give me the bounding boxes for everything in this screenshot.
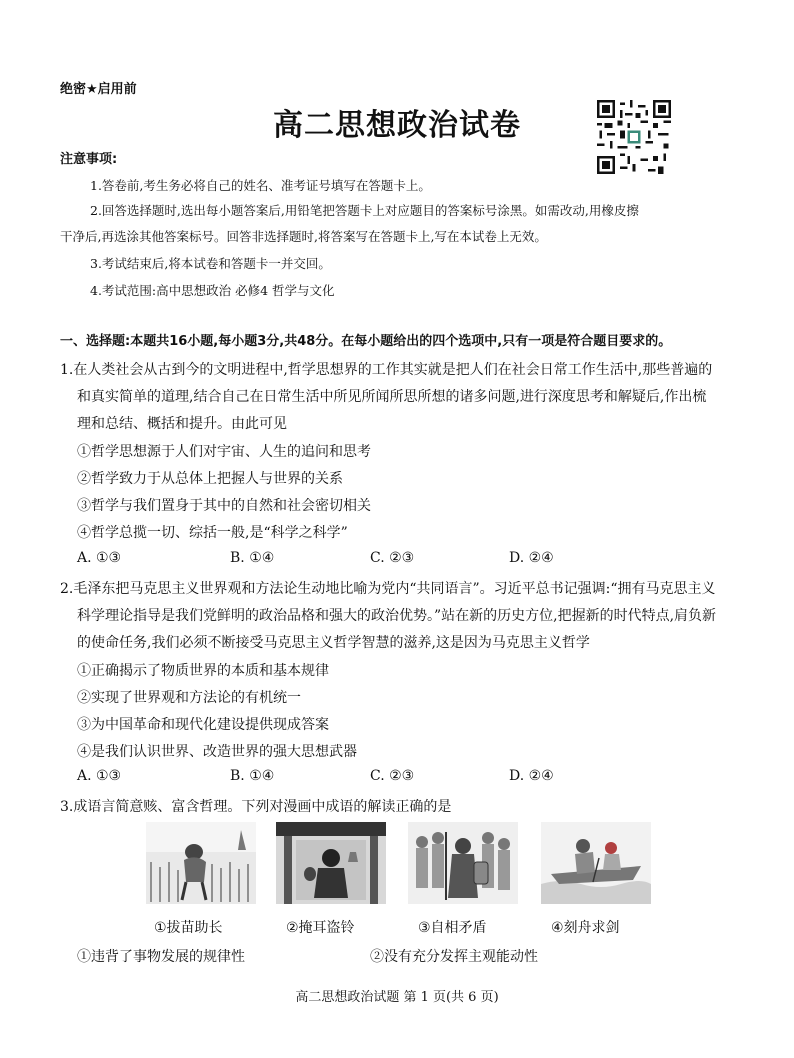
cartoon-seedlings-image bbox=[146, 822, 256, 904]
statement: ①正确揭示了物质世界的本质和基本规律 bbox=[77, 663, 329, 679]
cartoon-caption: ③自相矛盾 bbox=[418, 920, 487, 936]
choice-c: C. ②③ bbox=[370, 768, 415, 784]
page-footer: 高二思想政治试题 第 1 页(共 6 页) bbox=[295, 990, 499, 1005]
statement: ②没有充分发挥主观能动性 bbox=[370, 949, 538, 965]
statement: ①哲学思想源于人们对宇宙、人生的追问和思考 bbox=[77, 444, 371, 460]
statement: ②哲学致力于从总体上把握人与世界的关系 bbox=[77, 471, 343, 487]
statement: ③为中国革命和现代化建设提供现成答案 bbox=[77, 717, 329, 733]
cartoon-contradiction-image bbox=[408, 822, 518, 904]
choice-a: A. ①③ bbox=[77, 768, 122, 784]
choice-b: B. ①④ bbox=[230, 768, 275, 784]
notice-item: 1.答卷前,考生务必将自己的姓名、准考证号填写在答题卡上。 bbox=[90, 178, 431, 193]
statement: ③哲学与我们置身于其中的自然和社会密切相关 bbox=[77, 498, 371, 514]
section-heading: 一、选择题:本题共16小题,每小题3分,共48分。在每小题给出的四个选项中,只有一项是符合题目要求的。 bbox=[60, 334, 672, 349]
question-1-stem: 1.在人类社会从古到今的文明进程中,哲学思想界的工作其实就是把人们在社会日常工作生活中,那些普遍的 bbox=[60, 362, 713, 378]
cartoon-bell-image bbox=[276, 822, 386, 904]
exam-title: 高二思想政治试卷 bbox=[273, 108, 521, 143]
confidential-mark: 绝密★启用前 bbox=[60, 82, 137, 97]
statement: ④哲学总揽一切、综括一般,是“科学之科学” bbox=[77, 525, 348, 541]
notice-item-cont: 干净后,再选涂其他答案标号。回答非选择题时,将答案写在答题卡上,写在本试卷上无效。 bbox=[60, 229, 547, 244]
cartoon-caption: ①拔苗助长 bbox=[154, 920, 223, 936]
question-2-stem-cont: 科学理论指导是我们党鲜明的政治品格和强大的政治优势。”站在新的历史方位,把握新的时代特点,肩负新 bbox=[77, 608, 717, 624]
choice-d: D. ②④ bbox=[509, 768, 554, 784]
cartoon-caption: ④刻舟求剑 bbox=[551, 920, 620, 936]
choice-a: A. ①③ bbox=[77, 550, 122, 566]
statement: ②实现了世界观和方法论的有机统一 bbox=[77, 690, 301, 706]
choice-d: D. ②④ bbox=[509, 550, 554, 566]
notice-heading: 注意事项: bbox=[60, 152, 118, 167]
notice-item: 2.回答选择题时,选出每小题答案后,用铅笔把答题卡上对应题目的答案标号涂黑。如需改动,用橡皮擦 bbox=[90, 203, 639, 218]
question-1-stem-cont: 理和总结、概括和提升。由此可见 bbox=[77, 416, 287, 432]
question-1-stem-cont: 和真实简单的道理,结合自己在日常生活中所见所闻所思所想的诸多问题,进行深度思考和解疑后,作出梳 bbox=[77, 389, 707, 405]
notice-item: 3.考试结束后,将本试卷和答题卡一并交回。 bbox=[90, 256, 331, 271]
choice-b: B. ①④ bbox=[230, 550, 275, 566]
question-3-stem: 3.成语言简意赅、富含哲理。下列对漫画中成语的解读正确的是 bbox=[60, 799, 452, 815]
question-2-stem: 2.毛泽东把马克思主义世界观和方法论生动地比喻为党内“共同语言”。习近平总书记强调:“拥有马克思主义 bbox=[60, 581, 716, 597]
notice-item: 4.考试范围:高中思想政治 必修4 哲学与文化 bbox=[90, 283, 335, 298]
qr-code-icon bbox=[597, 100, 671, 174]
cartoon-boat-image bbox=[541, 822, 651, 904]
statement: ①违背了事物发展的规律性 bbox=[77, 949, 245, 965]
question-2-stem-cont: 的使命任务,我们必须不断接受马克思主义哲学智慧的滋养,这是因为马克思主义哲学 bbox=[77, 635, 590, 651]
statement: ④是我们认识世界、改造世界的强大思想武器 bbox=[77, 744, 357, 760]
choice-c: C. ②③ bbox=[370, 550, 415, 566]
cartoon-caption: ②掩耳盗铃 bbox=[286, 920, 355, 936]
